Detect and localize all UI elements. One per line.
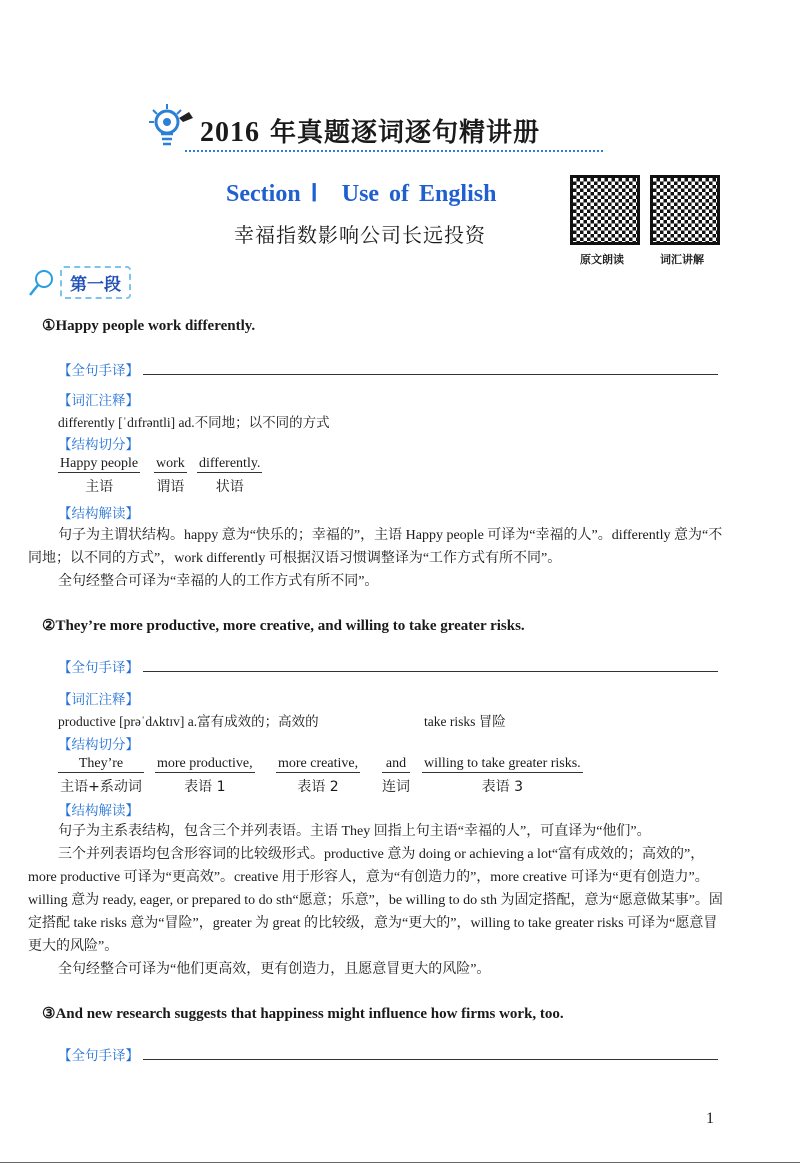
translation-input[interactable] [143, 361, 718, 375]
lightbulb-icon [145, 100, 200, 150]
magnifier-icon [28, 268, 56, 298]
translate-tag: 【全句手译】 [58, 660, 139, 676]
title-year: 2016 [200, 117, 260, 148]
qr-code-reading[interactable] [570, 175, 640, 245]
translate-tag: 【全句手译】 [58, 1048, 139, 1064]
translate-tag: 【全句手译】 [58, 363, 139, 379]
segment: more creative, 表语 2 [278, 756, 359, 795]
translation-input[interactable] [143, 658, 718, 672]
translation-input[interactable] [143, 1046, 718, 1060]
segment: differently. 状语 [199, 456, 261, 495]
page-number: 1 [706, 1110, 714, 1127]
explain-paragraph: 句子为主谓状结构。happy 意为“快乐的；幸福的”，主语 Happy people 可译为“幸福的人”。differently 意为“不同地；以不同的方式”，work differently 可根据汉语习惯调整译为“工作方式有所不同”。 [28, 528, 723, 566]
title-divider [185, 150, 603, 152]
sentence-3: ③And new research suggests that happiness might influence how firms work, too. [42, 1006, 564, 1022]
vocab-tag: 【词汇注释】 [58, 692, 139, 708]
title-text: 年真题逐词逐句精讲册 [260, 118, 541, 148]
vocab-entry: differently [ˈdɪfrəntli] ad.不同地；以不同的方式 [58, 415, 330, 430]
qr-code-vocabulary[interactable] [650, 175, 720, 245]
segment: more productive, 表语 1 [157, 756, 253, 795]
explain-paragraph: 全句经整合可译为“他们更高效，更有创造力，且愿意冒更大的风险”。 [58, 962, 491, 977]
vocab-tag: 【词汇注释】 [58, 393, 139, 409]
paragraph-label: 第一段 [60, 266, 131, 299]
segment: and 连词 [382, 756, 410, 795]
translate-row [58, 359, 718, 379]
segment: Happy people 主语 [60, 456, 139, 495]
segment: willing to take greater risks. 表语 3 [424, 756, 581, 795]
explain-tag: 【结构解读】 [58, 506, 139, 522]
explain-paragraph: 三个并列表语均包含形容词的比较级形式。productive 意为 doing or achieving a lot“富有成效的；高效的”，more productive 可译为“更高效”。creative 用于形容人，意为“有创造力的”，more creative 可译为“更有创造力”。willing 意为 ready, eager, or prepared to do sth“愿意；乐意”，be willing to do sth 为固定搭配，意为“愿意做某事”。固定搭配 take risks 意为“冒险”，greater 为 great 的比较级，意为“更大的”，willing to take greater risks 可译为“愿意冒更大的风险”。 [28, 847, 723, 954]
translate-row [58, 1044, 718, 1064]
article-subtitle: 幸福指数影响公司长远投资 [234, 223, 486, 247]
explain-tag: 【结构解读】 [58, 803, 139, 819]
struct-tag: 【结构切分】 [58, 737, 139, 753]
explain-paragraph: 句子为主系表结构，包含三个并列表语。主语 They 回指上句主语“幸福的人”，可直译为“他们”。 [58, 824, 651, 839]
explanation [28, 820, 728, 981]
explanation [28, 524, 728, 593]
vocab-entry: take risks 冒险 [424, 714, 506, 729]
sentence-2: ②They’re more productive, more creative, and willing to take greater risks. [42, 618, 525, 634]
page-title [200, 112, 540, 149]
vocab-entry: productive [prəˈdʌktɪv] a.富有成效的；高效的 [58, 714, 319, 729]
struct-tag: 【结构切分】 [58, 437, 139, 453]
page-bottom-rule [0, 1162, 800, 1163]
sentence-1: ①Happy people work differently. [42, 318, 256, 334]
explain-paragraph: 全句经整合可译为“幸福的人的工作方式有所不同”。 [58, 574, 379, 589]
section-heading: Section Ⅰ Use of English [226, 181, 497, 207]
segment: work 谓语 [156, 456, 185, 495]
translate-row [58, 656, 718, 676]
qr-label: 词汇讲解 [660, 253, 704, 266]
segment: They’re 主语+系动词 [58, 756, 144, 796]
qr-label: 原文朗读 [580, 253, 624, 266]
